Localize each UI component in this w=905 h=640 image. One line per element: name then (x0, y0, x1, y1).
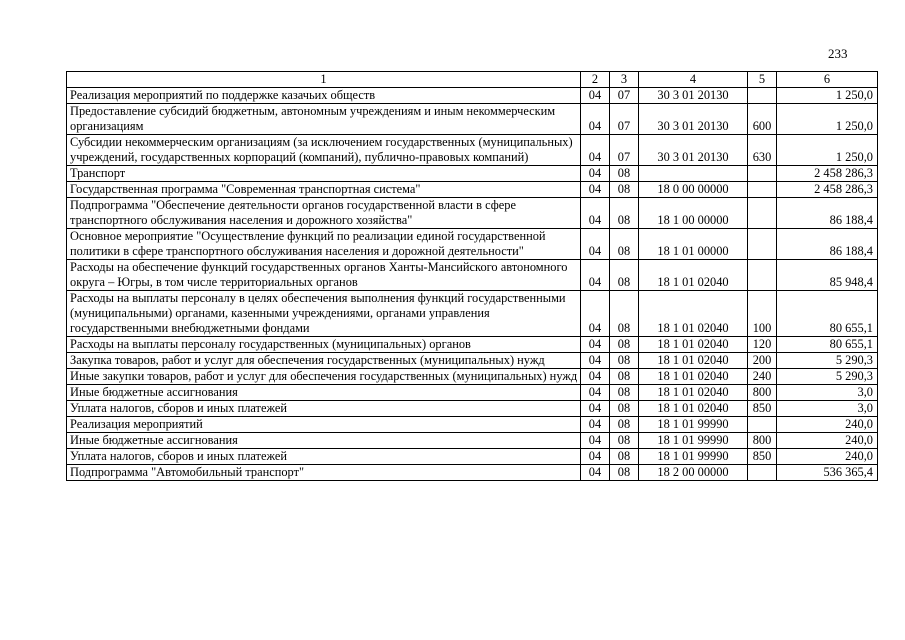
subsection-code-cell: 08 (610, 337, 639, 353)
expense-name-cell: Расходы на обеспечение функций государственных органов Ханты-Мансийского автономного округа – Югры, в том числе территориальных органов (67, 260, 581, 291)
subsection-code-cell: 08 (610, 385, 639, 401)
table-row (67, 465, 878, 481)
amount-cell: 240,0 (777, 449, 878, 465)
amount-cell: 86 188,4 (777, 229, 878, 260)
subsection-code-cell: 08 (610, 291, 639, 337)
target-article-cell: 18 1 01 02040 (639, 337, 748, 353)
expense-type-cell: 100 (748, 291, 777, 337)
expense-name-cell: Подпрограмма "Обеспечение деятельности органов государственной власти в сфере транспортного обслуживания населения и дорожного хозяйства" (67, 198, 581, 229)
section-code-cell: 04 (581, 465, 610, 481)
table-row (67, 385, 878, 401)
expense-type-cell: 240 (748, 369, 777, 385)
subsection-code-cell: 08 (610, 229, 639, 260)
target-article-cell: 18 1 01 02040 (639, 385, 748, 401)
expense-name-cell: Реализация мероприятий по поддержке казачьих обществ (67, 88, 581, 104)
expense-name-cell: Основное мероприятие "Осуществление функций по реализации единой государственной политики в сфере транспортного обслуживания населения и дорожной деятельности" (67, 229, 581, 260)
section-code-cell: 04 (581, 198, 610, 229)
expense-name-cell: Подпрограмма "Автомобильный транспорт" (67, 465, 581, 481)
expense-type-cell: 200 (748, 353, 777, 369)
section-code-cell: 04 (581, 417, 610, 433)
table-row (67, 433, 878, 449)
amount-cell: 2 458 286,3 (777, 166, 878, 182)
amount-cell: 85 948,4 (777, 260, 878, 291)
column-header: 1 (67, 72, 581, 88)
expense-name-cell: Уплата налогов, сборов и иных платежей (67, 401, 581, 417)
target-article-cell: 18 1 01 02040 (639, 401, 748, 417)
subsection-code-cell: 08 (610, 369, 639, 385)
expense-type-cell: 630 (748, 135, 777, 166)
section-code-cell: 04 (581, 104, 610, 135)
expense-type-cell: 600 (748, 104, 777, 135)
amount-cell: 1 250,0 (777, 88, 878, 104)
target-article-cell: 18 1 01 02040 (639, 369, 748, 385)
target-article-cell: 18 1 01 99990 (639, 433, 748, 449)
column-header: 5 (748, 72, 777, 88)
target-article-cell: 18 1 01 02040 (639, 291, 748, 337)
expense-type-cell (748, 417, 777, 433)
budget-table (66, 71, 878, 481)
subsection-code-cell: 08 (610, 417, 639, 433)
table-row (67, 337, 878, 353)
section-code-cell: 04 (581, 166, 610, 182)
section-code-cell: 04 (581, 353, 610, 369)
column-header: 6 (777, 72, 878, 88)
table-row (67, 104, 878, 135)
amount-cell: 5 290,3 (777, 353, 878, 369)
expense-name-cell: Иные закупки товаров, работ и услуг для обеспечения государственных (муниципальных) нужд (67, 369, 581, 385)
subsection-code-cell: 08 (610, 449, 639, 465)
subsection-code-cell: 07 (610, 135, 639, 166)
section-code-cell: 04 (581, 229, 610, 260)
section-code-cell: 04 (581, 369, 610, 385)
expense-name-cell: Транспорт (67, 166, 581, 182)
target-article-cell: 18 1 00 00000 (639, 198, 748, 229)
amount-cell: 86 188,4 (777, 198, 878, 229)
target-article-cell: 18 1 01 02040 (639, 353, 748, 369)
target-article-cell: 18 1 01 99990 (639, 417, 748, 433)
table-row (67, 449, 878, 465)
expense-type-cell (748, 229, 777, 260)
section-code-cell: 04 (581, 182, 610, 198)
expense-name-cell: Предоставление субсидий бюджетным, автономным учреждениям и иным некоммерческим организациям (67, 104, 581, 135)
table-row (67, 417, 878, 433)
expense-name-cell: Уплата налогов, сборов и иных платежей (67, 449, 581, 465)
expense-name-cell: Государственная программа "Современная транспортная система" (67, 182, 581, 198)
expense-name-cell: Реализация мероприятий (67, 417, 581, 433)
section-code-cell: 04 (581, 291, 610, 337)
target-article-cell: 30 3 01 20130 (639, 104, 748, 135)
table-row (67, 135, 878, 166)
expense-type-cell: 800 (748, 385, 777, 401)
section-code-cell: 04 (581, 88, 610, 104)
subsection-code-cell: 08 (610, 401, 639, 417)
expense-type-cell: 850 (748, 449, 777, 465)
expense-type-cell: 850 (748, 401, 777, 417)
header-row (67, 72, 878, 88)
expense-type-cell (748, 88, 777, 104)
amount-cell: 3,0 (777, 385, 878, 401)
subsection-code-cell: 08 (610, 433, 639, 449)
table-row (67, 369, 878, 385)
expense-type-cell (748, 465, 777, 481)
subsection-code-cell: 08 (610, 182, 639, 198)
expense-type-cell (748, 198, 777, 229)
expense-name-cell: Расходы на выплаты персоналу государственных (муниципальных) органов (67, 337, 581, 353)
subsection-code-cell: 08 (610, 465, 639, 481)
target-article-cell: 30 3 01 20130 (639, 88, 748, 104)
column-header: 4 (639, 72, 748, 88)
expense-type-cell (748, 166, 777, 182)
section-code-cell: 04 (581, 337, 610, 353)
expense-type-cell: 120 (748, 337, 777, 353)
section-code-cell: 04 (581, 433, 610, 449)
subsection-code-cell: 08 (610, 260, 639, 291)
target-article-cell: 18 0 00 00000 (639, 182, 748, 198)
target-article-cell: 18 1 01 02040 (639, 260, 748, 291)
target-article-cell: 18 1 01 00000 (639, 229, 748, 260)
expense-type-cell (748, 182, 777, 198)
table-row (67, 198, 878, 229)
table-row (67, 260, 878, 291)
subsection-code-cell: 08 (610, 166, 639, 182)
expense-name-cell: Расходы на выплаты персоналу в целях обеспечения выполнения функций государственными (муниципальными) органами, казенными учреждениями, органами управления государственными внебюджетными фондами (67, 291, 581, 337)
subsection-code-cell: 07 (610, 88, 639, 104)
section-code-cell: 04 (581, 449, 610, 465)
table-row (67, 353, 878, 369)
column-header: 2 (581, 72, 610, 88)
amount-cell: 240,0 (777, 417, 878, 433)
column-header: 3 (610, 72, 639, 88)
table-row (67, 291, 878, 337)
amount-cell: 240,0 (777, 433, 878, 449)
table-row (67, 182, 878, 198)
amount-cell: 536 365,4 (777, 465, 878, 481)
table-row (67, 401, 878, 417)
subsection-code-cell: 08 (610, 198, 639, 229)
page-number: 233 (828, 46, 848, 61)
amount-cell: 80 655,1 (777, 337, 878, 353)
expense-name-cell: Субсидии некоммерческим организациям (за исключением государственных (муниципальных) учреждений, государственных корпораций (компаний), публично-правовых компаний) (67, 135, 581, 166)
table-row (67, 88, 878, 104)
target-article-cell: 18 1 01 99990 (639, 449, 748, 465)
target-article-cell: 30 3 01 20130 (639, 135, 748, 166)
amount-cell: 2 458 286,3 (777, 182, 878, 198)
section-code-cell: 04 (581, 385, 610, 401)
amount-cell: 1 250,0 (777, 135, 878, 166)
amount-cell: 3,0 (777, 401, 878, 417)
table-body (67, 88, 878, 481)
section-code-cell: 04 (581, 401, 610, 417)
subsection-code-cell: 08 (610, 353, 639, 369)
table-row (67, 229, 878, 260)
amount-cell: 1 250,0 (777, 104, 878, 135)
target-article-cell: 18 2 00 00000 (639, 465, 748, 481)
amount-cell: 5 290,3 (777, 369, 878, 385)
expense-name-cell: Иные бюджетные ассигнования (67, 385, 581, 401)
table-row (67, 166, 878, 182)
amount-cell: 80 655,1 (777, 291, 878, 337)
expense-name-cell: Иные бюджетные ассигнования (67, 433, 581, 449)
target-article-cell (639, 166, 748, 182)
expense-type-cell (748, 260, 777, 291)
section-code-cell: 04 (581, 135, 610, 166)
subsection-code-cell: 07 (610, 104, 639, 135)
section-code-cell: 04 (581, 260, 610, 291)
expense-name-cell: Закупка товаров, работ и услуг для обеспечения государственных (муниципальных) нужд (67, 353, 581, 369)
expense-type-cell: 800 (748, 433, 777, 449)
